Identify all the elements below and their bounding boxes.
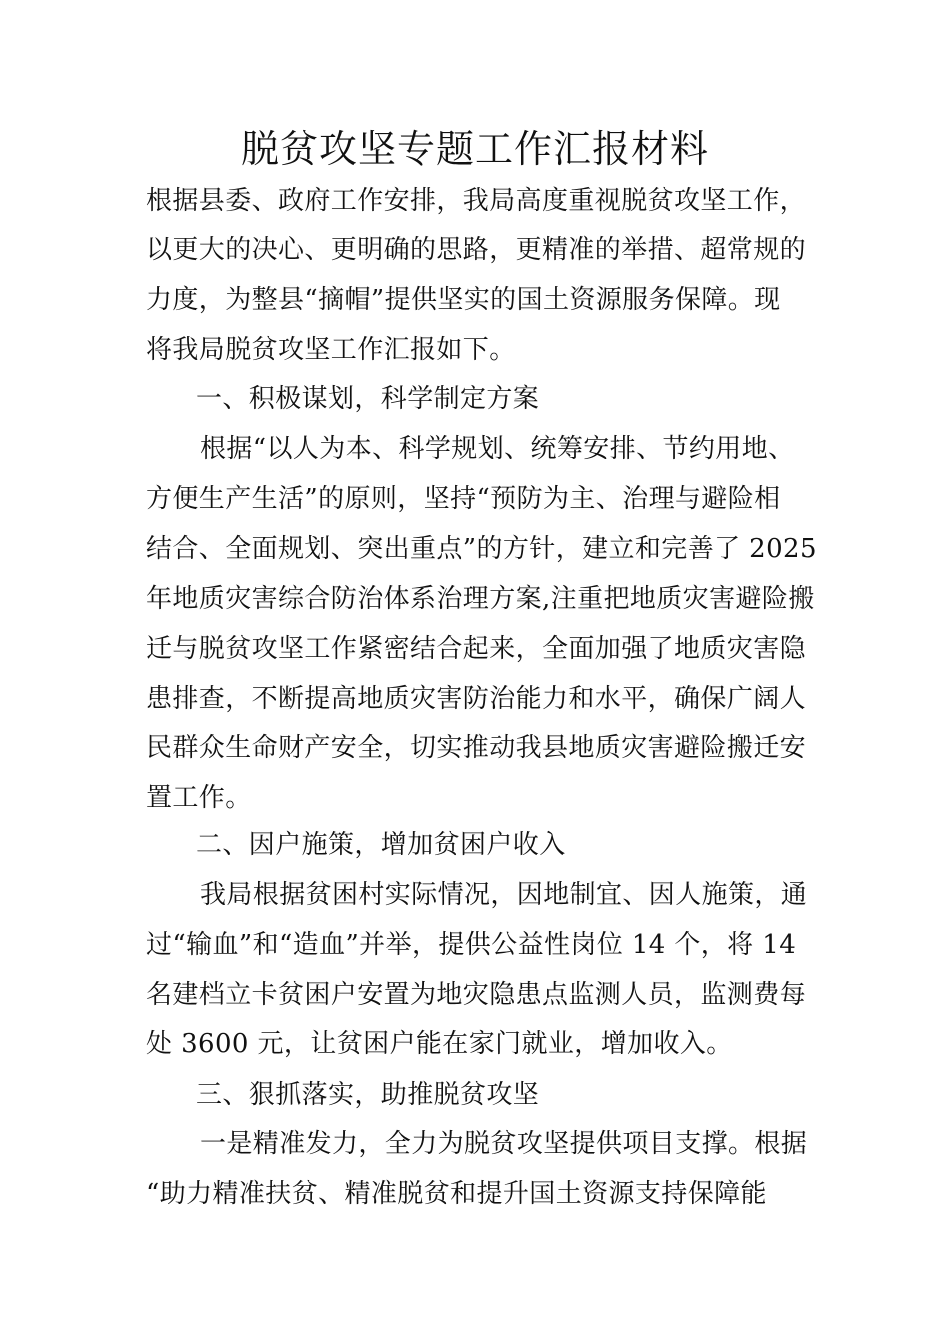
paragraph-line-section1-8: 置工作。 — [146, 783, 252, 813]
paragraph-line-intro-3: 力度，为整县“摘帽”提供坚实的国土资源服务保障。现 — [146, 285, 781, 315]
paragraph-line-section2-4: 处 3600 元，让贫困户能在家门就业，增加收入。 — [146, 1029, 733, 1059]
section-heading-3: 三、狠抓落实，助推脱贫攻坚 — [196, 1080, 540, 1110]
paragraph-line-section2-1: 我局根据贫困村实际情况，因地制宜、因人施策，通 — [200, 880, 808, 910]
paragraph-line-section1-1: 根据“以人为本、科学规划、统筹安排、节约用地、 — [200, 434, 795, 464]
paragraph-line-section1-5: 迁与脱贫攻坚工作紧密结合起来，全面加强了地质灾害隐 — [146, 634, 807, 664]
paragraph-line-intro-2: 以更大的决心、更明确的思路，更精准的举措、超常规的 — [146, 235, 807, 265]
paragraph-line-section2-2: 过“输血”和“造血”并举，提供公益性岗位 14 个，将 14 — [146, 930, 797, 960]
paragraph-line-section3-2: “助力精准扶贫、精准脱贫和提升国土资源支持保障能 — [146, 1179, 767, 1209]
section-heading-2: 二、因户施策，增加贫困户收入 — [196, 830, 566, 860]
paragraph-line-section1-6: 患排查，不断提高地质灾害防治能力和水平，确保广阔人 — [146, 684, 807, 714]
paragraph-line-section1-4: 年地质灾害综合防治体系治理方案,注重把地质灾害避险搬 — [146, 584, 815, 614]
section-heading-1: 一、积极谋划，科学制定方案 — [196, 384, 540, 414]
paragraph-line-intro-4: 将我局脱贫攻坚工作汇报如下。 — [146, 335, 516, 365]
paragraph-line-section2-3: 名建档立卡贫困户安置为地灾隐患点监测人员，监测费每 — [146, 980, 807, 1010]
paragraph-line-section1-2: 方便生产生活”的原则，坚持“预防为主、治理与避险相 — [146, 484, 781, 514]
paragraph-line-section3-1: 一是精准发力，全力为脱贫攻坚提供项目支撑。根据 — [200, 1129, 808, 1159]
document-title: 脱贫攻坚专题工作汇报材料 — [240, 127, 709, 171]
paragraph-line-section1-3: 结合、全面规划、突出重点”的方针，建立和完善了 2025 — [146, 534, 817, 564]
paragraph-line-section1-7: 民群众生命财产安全，切实推动我县地质灾害避险搬迁安 — [146, 733, 807, 763]
paragraph-line-intro-1: 根据县委、政府工作安排，我局高度重视脱贫攻坚工作， — [146, 186, 807, 216]
